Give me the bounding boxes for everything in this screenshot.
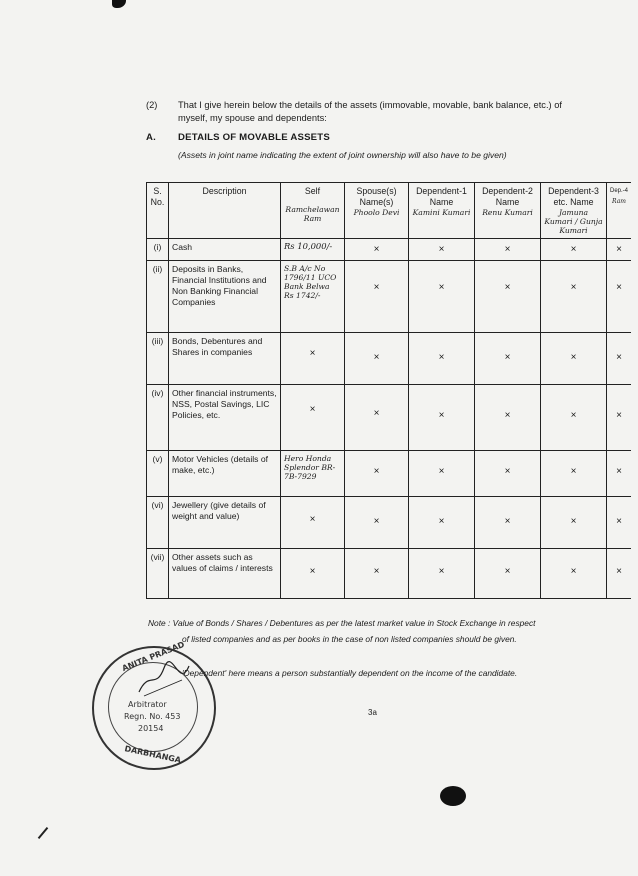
cross-mark: × <box>570 352 577 363</box>
cross-mark: × <box>570 566 577 577</box>
note-line3: 'Dependent' here means a person substantially dependent on the income of the candidate. <box>182 668 518 678</box>
signature-scribble <box>134 660 194 700</box>
corner-smudge-top <box>112 0 126 8</box>
row-extra <box>607 385 632 451</box>
header-extra <box>607 183 632 239</box>
stamp-line3: 20154 <box>138 724 164 733</box>
cross-mark: × <box>373 408 380 419</box>
row-extra <box>607 261 632 333</box>
stamp-line2: Regn. No. 453 <box>124 712 181 721</box>
cross-mark: × <box>570 516 577 527</box>
row-dep1 <box>409 385 475 451</box>
row-dep3 <box>541 333 607 385</box>
row-dep1 <box>409 549 475 599</box>
row-dep2 <box>475 497 541 549</box>
cross-mark: × <box>309 348 316 359</box>
row-dep3 <box>541 385 607 451</box>
row-spouse <box>345 239 409 261</box>
cross-mark: × <box>616 566 622 577</box>
cross-mark: × <box>438 410 445 421</box>
table-row <box>147 497 632 549</box>
row-self <box>281 239 345 261</box>
section-title: DETAILS OF MOVABLE ASSETS <box>178 132 330 143</box>
row-description: Other assets such as values of claims / interests <box>169 549 281 599</box>
table-row <box>147 385 632 451</box>
header-self <box>281 183 345 239</box>
table-row <box>147 333 632 385</box>
row-dep1 <box>409 239 475 261</box>
header-dep1 <box>409 183 475 239</box>
row-extra <box>607 333 632 385</box>
row-self <box>281 385 345 451</box>
row-sno: (vi) <box>147 497 169 549</box>
stamp-bottom-text: DARBHANGA <box>123 744 182 765</box>
row-dep1 <box>409 497 475 549</box>
row-dep3 <box>541 497 607 549</box>
row-dep2 <box>475 261 541 333</box>
cross-mark: × <box>373 244 380 255</box>
row-sno: (iii) <box>147 333 169 385</box>
row-sno: (ii) <box>147 261 169 333</box>
header-dep3-label: Dependent-3 etc. Name <box>548 186 599 207</box>
row-self <box>281 451 345 497</box>
cross-mark: × <box>504 352 511 363</box>
table-row <box>147 451 632 497</box>
cross-mark: × <box>616 410 622 421</box>
cash-value: Rs 10,000/- <box>284 241 333 251</box>
row-dep1 <box>409 451 475 497</box>
row-spouse <box>345 451 409 497</box>
row-dep1 <box>409 261 475 333</box>
row-dep3 <box>541 239 607 261</box>
row-extra <box>607 451 632 497</box>
cross-mark: × <box>438 466 445 477</box>
cross-mark: × <box>504 466 511 477</box>
extra-name: Ram <box>612 198 626 205</box>
cross-mark: × <box>438 282 445 293</box>
row-spouse <box>345 385 409 451</box>
cross-mark: × <box>616 516 622 527</box>
header-dep1-label: Dependent-1 Name <box>416 186 467 207</box>
cross-mark: × <box>570 282 577 293</box>
cross-mark: × <box>504 244 511 255</box>
cross-mark: × <box>616 466 622 477</box>
cross-mark: × <box>616 352 622 363</box>
cross-mark: × <box>438 566 445 577</box>
row-description: Bonds, Debentures and Shares in companies <box>169 333 281 385</box>
row-description: Jewellery (give details of weight and value) <box>169 497 281 549</box>
header-self-label: Self <box>304 186 321 196</box>
cross-mark: × <box>504 516 511 527</box>
dep3-name: Jamuna Kumari / Gunja Kumari <box>544 208 603 235</box>
cross-mark: × <box>570 410 577 421</box>
cross-mark: × <box>504 410 511 421</box>
table-row <box>147 261 632 333</box>
bank-deposit-value: S.B A/c No 1796/11 UCO Bank Belwa Rs 1742/- <box>284 264 337 300</box>
row-spouse <box>345 549 409 599</box>
dep1-name: Kamini Kumari <box>412 208 471 217</box>
intro-number: (2) <box>146 100 158 110</box>
header-dep2-label: Dependent-2 Name <box>482 186 533 207</box>
row-sno: (i) <box>147 239 169 261</box>
intro-text-line2: myself, my spouse and dependents: <box>178 113 327 123</box>
row-extra <box>607 549 632 599</box>
cross-mark: × <box>309 404 316 415</box>
row-self <box>281 333 345 385</box>
header-description: Description <box>169 183 281 239</box>
stamp-top-text: ANITA PRASAD <box>120 639 186 674</box>
row-description: Other financial instruments, NSS, Postal Savings, LIC Policies, etc. <box>169 385 281 451</box>
row-self <box>281 549 345 599</box>
row-sno: (iv) <box>147 385 169 451</box>
header-spouse <box>345 183 409 239</box>
section-subtitle: (Assets in joint name indicating the extent of joint ownership will also have to be given) <box>178 150 507 160</box>
row-description: Motor Vehicles (details of make, etc.) <box>169 451 281 497</box>
cross-mark: × <box>570 466 577 477</box>
table-row <box>147 239 632 261</box>
cross-mark: × <box>373 352 380 363</box>
row-spouse <box>345 497 409 549</box>
cross-mark: × <box>504 566 511 577</box>
header-dep2 <box>475 183 541 239</box>
cross-mark: × <box>438 516 445 527</box>
row-spouse <box>345 261 409 333</box>
cross-mark: × <box>616 282 622 293</box>
header-extra-label: Dep.-4 <box>610 188 629 194</box>
spouse-name: Phoolo Devi <box>353 208 400 217</box>
section-letter: A. <box>146 132 156 143</box>
cross-mark: × <box>438 244 445 255</box>
row-dep2 <box>475 549 541 599</box>
cross-mark: × <box>504 282 511 293</box>
row-spouse <box>345 333 409 385</box>
cross-mark: × <box>570 244 577 255</box>
cross-mark: × <box>373 466 380 477</box>
row-dep2 <box>475 239 541 261</box>
page-number: 3a <box>368 708 377 717</box>
header-sno: S. No. <box>147 183 169 239</box>
pen-stroke-mark <box>38 827 49 839</box>
table-row <box>147 549 632 599</box>
cross-mark: × <box>373 566 380 577</box>
self-name: Ramchelawan Ram <box>285 205 340 223</box>
row-description: Cash <box>169 239 281 261</box>
cross-mark: × <box>616 244 622 255</box>
note-line2: of listed companies and as per books in the case of non listed companies should be given. <box>182 634 517 644</box>
row-dep3 <box>541 549 607 599</box>
dep2-name: Renu Kumari <box>482 208 533 217</box>
row-self <box>281 497 345 549</box>
header-spouse-label: Spouse(s) Name(s) <box>356 186 397 207</box>
row-sno: (vii) <box>147 549 169 599</box>
row-dep2 <box>475 333 541 385</box>
table-header-row <box>147 183 632 239</box>
cross-mark: × <box>309 514 316 525</box>
row-extra <box>607 239 632 261</box>
cross-mark: × <box>309 566 316 577</box>
ink-blot <box>440 786 466 806</box>
row-dep3 <box>541 451 607 497</box>
stamp-line1: Arbitrator <box>128 700 167 709</box>
row-dep2 <box>475 451 541 497</box>
movable-assets-table <box>146 182 631 599</box>
cross-mark: × <box>373 282 380 293</box>
cross-mark: × <box>438 352 445 363</box>
header-dep3 <box>541 183 607 239</box>
row-dep1 <box>409 333 475 385</box>
row-dep2 <box>475 385 541 451</box>
row-self <box>281 261 345 333</box>
row-extra <box>607 497 632 549</box>
cross-mark: × <box>373 516 380 527</box>
notary-stamp <box>92 639 216 770</box>
intro-text-line1: That I give herein below the details of the assets (immovable, movable, bank balance, etc.) of <box>178 100 562 110</box>
row-sno: (v) <box>147 451 169 497</box>
row-dep3 <box>541 261 607 333</box>
row-description: Deposits in Banks, Financial Institutions and Non Banking Financial Companies <box>169 261 281 333</box>
note-line1: Note : Value of Bonds / Shares / Debentures as per the latest market value in Stock Exchange in respect <box>148 618 536 628</box>
vehicle-value: Hero Honda Splendor BR-7B-7929 <box>284 454 336 481</box>
